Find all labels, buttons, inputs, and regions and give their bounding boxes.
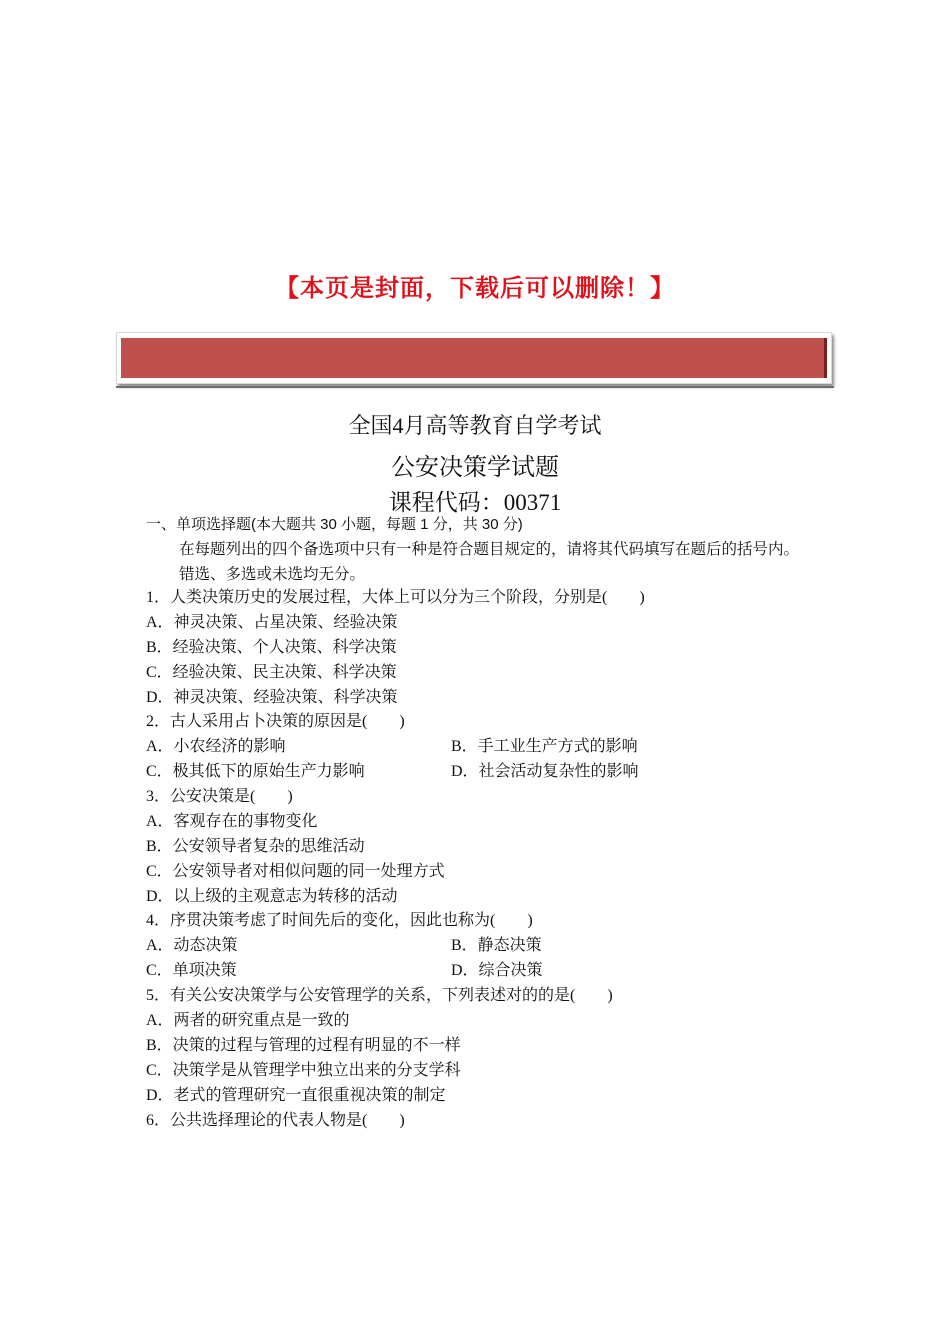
question-1-option-b: B．经验决策、个人决策、科学决策 [146, 639, 397, 656]
question-1-option-a: A．神灵决策、占星决策、经验决策 [146, 614, 398, 631]
question-1-option-c: C．经验决策、民主决策、科学决策 [146, 664, 397, 681]
question-4-option-d: D．综合决策 [451, 962, 543, 979]
decorative-banner [116, 332, 832, 384]
cover-notice: 【本页是封面，下载后可以删除！】 [275, 275, 675, 302]
question-2-option-b: B．手工业生产方式的影响 [451, 738, 638, 755]
question-2-option-d: D．社会活动复杂性的影响 [451, 763, 639, 780]
question-5-option-b: B．决策的过程与管理的过程有明显的不一样 [146, 1037, 461, 1054]
question-4-stem: 4．序贯决策考虑了时间先后的变化，因此也称为( ) [146, 912, 533, 929]
section-instruction: 在每题列出的四个备选项中只有一种是符合题目规定的，请将其代码填写在题后的括号内。错选、多选或未选均无分。 [179, 541, 800, 583]
question-5-option-d: D．老式的管理研究一直很重视决策的制定 [146, 1087, 446, 1104]
course-code: 课程代码：00371 [388, 490, 562, 515]
question-3-option-a: A．客观存在的事物变化 [146, 813, 318, 830]
question-3-option-b: B．公安领导者复杂的思维活动 [146, 838, 365, 855]
question-2-option-c: C．极其低下的原始生产力影响 [146, 763, 365, 780]
question-5-option-c: C．决策学是从管理学中独立出来的分支学科 [146, 1062, 461, 1079]
question-2-option-a: A．小农经济的影响 [146, 738, 286, 755]
question-5-stem: 5．有关公安决策学与公安管理学的关系，下列表述对的的是( ) [146, 987, 613, 1004]
section-heading: 一、单项选择题(本大题共 30 小题，每题 1 分，共 30 分) [146, 516, 523, 533]
question-4-option-c: C．单项决策 [146, 962, 237, 979]
question-3-option-d: D．以上级的主观意志为转移的活动 [146, 888, 398, 905]
question-5-option-a: A．两者的研究重点是一致的 [146, 1012, 350, 1029]
question-4-option-a: A．动态决策 [146, 937, 238, 954]
banner-fill [121, 338, 827, 378]
subject-title: 公安决策学试题 [391, 455, 559, 481]
question-2-stem: 2．古人采用占卜决策的原因是( ) [146, 713, 405, 730]
question-3-stem: 3．公安决策是( ) [146, 788, 293, 805]
question-1-stem: 1．人类决策历史的发展过程，大体上可以分为三个阶段，分别是( ) [146, 589, 645, 606]
question-3-option-c: C．公安领导者对相似问题的同一处理方式 [146, 863, 445, 880]
question-4-option-b: B．静态决策 [451, 937, 542, 954]
divider [116, 386, 834, 388]
question-1-option-d: D．神灵决策、经验决策、科学决策 [146, 689, 398, 706]
question-6-stem: 6．公共选择理论的代表人物是( ) [146, 1112, 405, 1129]
exam-title: 全国4月高等教育自学考试 [348, 413, 602, 438]
